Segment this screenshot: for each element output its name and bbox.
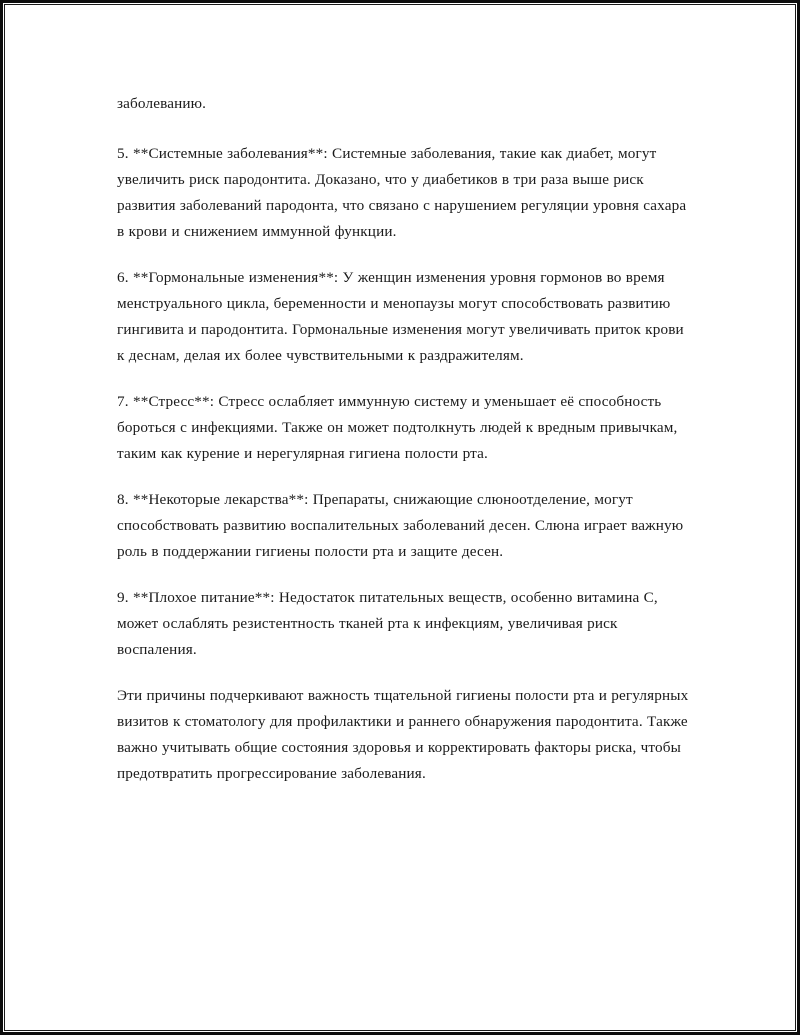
paragraph-item-7-stress: 7. **Стресс**: Стресс ослабляет иммунную систему и уменьшает её способность бороться с инфекциями. Также он может подтолкнуть людей к вредным привычкам, таким как курение и нерегулярная гигиена полости рта. — [117, 393, 678, 462]
paragraph-closing-summary: Эти причины подчеркивают важность тщательной гигиены полости рта и регулярных визитов к стоматологу для профилактики и раннего обнаружения пародонтита. Также важно учитывать общие состояния здоровья и корректировать факторы риска, чтобы предотвратить прогрессирование заболевания. — [117, 687, 689, 782]
paragraph-item-6-hormonal-changes: 6. **Гормональные изменения**: У женщин изменения уровня гормонов во время менструального цикла, беременности и менопаузы могут способствовать развитию гингивита и пародонтита. Гормональные изменения могут увеличивать приток крови к деснам, делая их более чувствительными к раздражителям. — [117, 269, 684, 364]
paragraph-item-5-systemic-diseases: 5. **Системные заболевания**: Системные заболевания, такие как диабет, могут увеличить риск пародонтита. Доказано, что у диабетиков в три раза выше риск развития заболеваний пародонта, что связано с нарушением регуляции уровня сахара в крови и снижением иммунной функции. — [117, 145, 687, 240]
document-page-sheet — [7, 7, 793, 1028]
paragraph-continuation: заболеванию. — [117, 95, 207, 112]
paragraph-item-9-poor-nutrition: 9. **Плохое питание**: Недостаток питательных веществ, особенно витамина C, может ослаблять резистентность тканей рта к инфекциям, увеличивая риск воспаления. — [117, 589, 658, 658]
paragraph-item-8-medications: 8. **Некоторые лекарства**: Препараты, снижающие слюноотделение, могут способствовать развитию воспалительных заболеваний десен. Слюна играет важную роль в поддержании гигиены полости рта и защите десен. — [117, 491, 684, 560]
document-text-body — [117, 91, 693, 787]
